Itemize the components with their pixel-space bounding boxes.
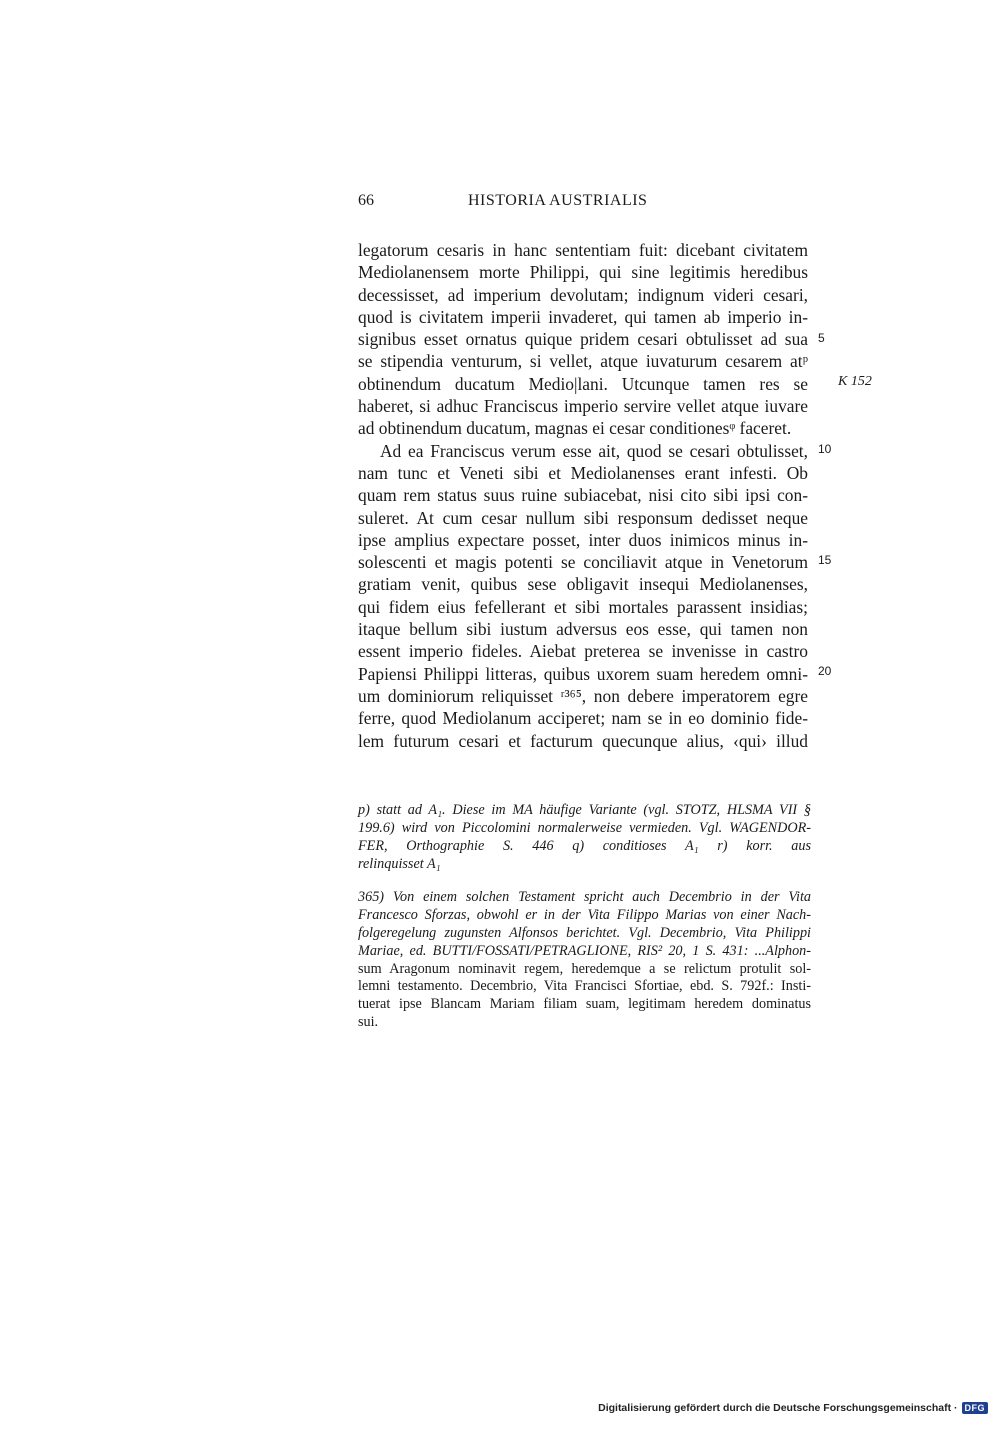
text-line: haberet, si adhuc Franciscus imperio servire vellet atque iuvare [358, 396, 808, 417]
text-line: Mediolanensem morte Philippi, qui sine legitimis heredibus [358, 262, 808, 283]
text-line: quam rem status suus ruine subiacebat, nisi cito sibi ipsi con- [358, 485, 808, 506]
text-line: qui fidem eius fefellerant et sibi mortales parassent insidias; [358, 596, 808, 617]
text-line: legatorum cesaris in hanc sententiam fuit: dicebant civitatem [358, 240, 808, 260]
text-line: nam tunc et Veneti sibi et Mediolanenses erant infesti. Ob [358, 462, 808, 483]
text-line: ad obtinendum ducatum, magnas ei cesar conditionesᵠ faceret. [358, 418, 792, 439]
text-line: suleret. At cum cesar nullum sibi responsum dedisset neque [358, 507, 808, 528]
line-number-20: 20 [818, 664, 832, 678]
apparatus-line: FER, Orthographie S. 446 q) conditioses A₁ r) korr. aus [358, 837, 811, 854]
text-line: se stipendia venturum, si vellet, atque iuvaturum cesarem atᵖ [358, 351, 808, 372]
text-line: quod is civitatem imperii invaderet, qui tamen ab imperio in- [358, 306, 808, 327]
commentary-line: Francesco Sforzas, obwohl er in der Vita Filippo Marias von einer Nach- [358, 906, 811, 923]
page-number: 66 [358, 192, 374, 209]
text-line: signibus esset ornatus quique pridem cesari obtulisset ad sua [358, 329, 808, 350]
commentary-line: lemni testamento. Decembrio, Vita Francisci Sfortiae, ebd. S. 792f.: Insti- [358, 978, 811, 995]
credit-text: Digitalisierung gefördert durch die Deutsche Forschungsgemeinschaft · [598, 1402, 958, 1414]
text-line: decessisset, ad imperium devolutam; indignum videri cesari, [358, 284, 808, 305]
line-number-15: 15 [818, 553, 832, 567]
critical-apparatus [358, 802, 811, 874]
commentary-line: tuerat ipse Blancam Mariam filiam suam, legitimam heredem dominatus [358, 996, 811, 1013]
text-line: solescenti et magis potenti se conciliavit atque in Venetorum [358, 552, 808, 573]
commentary-note [358, 889, 811, 1032]
text-line: itaque bellum sibi iustum adversus eos esse, qui tamen non [358, 619, 808, 640]
text-line: ferre, quod Mediolanum acciperet; nam se in eo dominio fide- [358, 708, 808, 729]
commentary-line: 365) Von einem solchen Testament spricht auch Decembrio in der Vita [358, 889, 811, 905]
text-line: um dominiorum reliquisset ʳ³⁶⁵, non debere imperatorem egre [358, 685, 808, 706]
text-line: lem futurum cesari et facturum quecunque alius, ‹qui› illud [358, 730, 808, 751]
apparatus-line: relinquisset A₁ [358, 855, 441, 872]
text-line: Ad ea Franciscus verum esse ait, quod se cesari obtulisset, [380, 440, 808, 461]
main-text [358, 239, 808, 752]
text-line: gratiam venit, quibus sese obligavit insequi Mediolanenses, [358, 574, 808, 595]
line-number-5: 5 [818, 331, 825, 345]
text-line: ipse amplius expectare posset, inter duos inimicos minus in- [358, 529, 808, 550]
apparatus-line: 199.6) wird von Piccolomini normalerweise vermieden. Vgl. WAGENDOR- [358, 819, 811, 836]
text-line: essent imperio fideles. Aiebat preterea se invenisse in castro [358, 641, 808, 662]
dfg-logo-icon: DFG [962, 1402, 989, 1414]
text-line: Papiensi Philippi litteras, quibus uxorem suam heredem omni- [358, 663, 808, 684]
digitization-credit [598, 1402, 988, 1414]
commentary-line: folgeregelung zugunsten Alfonsos berichtet. Vgl. Decembrio, Vita Philippi [358, 924, 811, 941]
margin-reference: K 152 [838, 374, 872, 389]
commentary-line: sui. [358, 1014, 379, 1031]
text-line: obtinendum ducatum Medio|lani. Utcunque tamen res se [358, 373, 808, 394]
line-number-10: 10 [818, 442, 832, 456]
commentary-line: sum Aragonum nominavit regem, heredemque a se relictum protulit sol- [358, 960, 811, 977]
apparatus-line: p) statt ad A₁. Diese im MA häufige Variante (vgl. STOTZ, HLSMA VII § [358, 802, 811, 818]
running-head: HISTORIA AUSTRIALIS [468, 192, 648, 209]
commentary-line: Mariae, ed. BUTTI/FOSSATI/PETRAGLIONE, RIS² 20, 1 S. 431: ...Alphon- [358, 942, 811, 959]
